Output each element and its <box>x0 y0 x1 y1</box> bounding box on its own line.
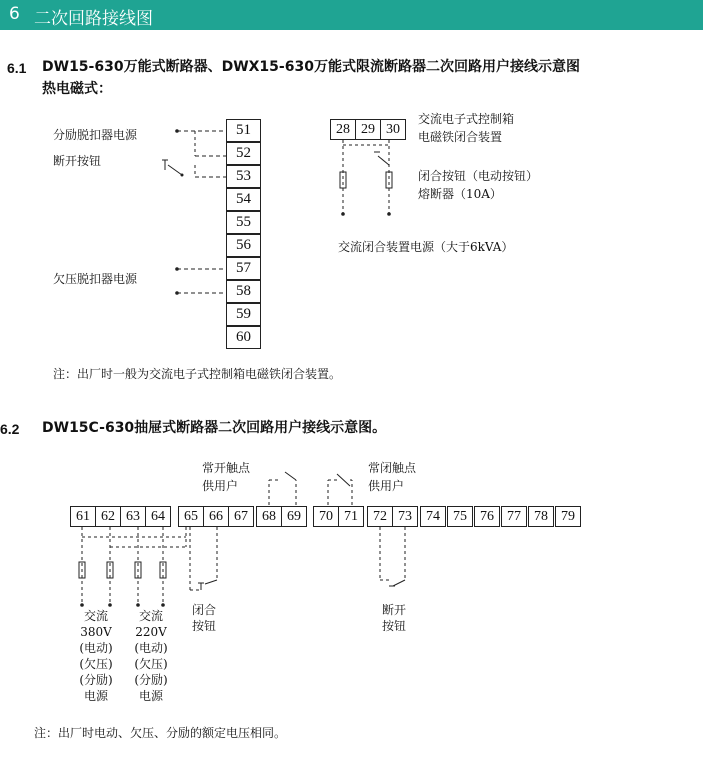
terminal-59: 59 <box>226 303 261 326</box>
power-380-line-1: 交流 <box>83 609 108 623</box>
terminal-54: 54 <box>226 188 261 211</box>
terminal-60: 60 <box>226 326 261 349</box>
terminal-57: 57 <box>226 257 261 280</box>
power-220-line-3: (电动) <box>134 641 168 655</box>
terminal-64: 64 <box>145 506 171 527</box>
terminal-72: 72 <box>367 506 393 527</box>
terminal-68: 68 <box>256 506 282 527</box>
terminal-55: 55 <box>226 211 261 234</box>
note-2: 注：出厂时电动、欠压、分励的额定电压相同。 <box>34 726 287 740</box>
power-380-label <box>76 608 116 704</box>
terminal-61: 61 <box>70 506 96 527</box>
terminal-53: 53 <box>226 165 261 188</box>
no-contact-switch <box>285 472 296 480</box>
close-button-label-2: 按钮 <box>191 619 216 633</box>
close-switch-2 <box>205 580 217 584</box>
power-220-line-2: 220V <box>135 625 167 639</box>
terminal-71: 71 <box>338 506 364 527</box>
header-number: 6 <box>9 4 20 24</box>
label-open-button: 断开按钮 <box>53 154 102 168</box>
terminal-67: 67 <box>228 506 254 527</box>
open-button-label <box>376 602 412 634</box>
power-380-line-6: 电源 <box>83 689 108 703</box>
label-undervoltage-power: 欠压脱扣器电源 <box>53 272 138 286</box>
power-380-line-3: (电动) <box>79 641 113 655</box>
power-380-line-5: (分励) <box>79 673 113 687</box>
power-220-line-1: 交流 <box>138 609 163 623</box>
label-ac-box-2: 电磁铁闭合装置 <box>418 130 503 144</box>
section2-number: 6.2 <box>0 421 20 437</box>
label-close-button: 闭合按钮（电动按钮） <box>418 169 539 183</box>
open-button-label-2: 按钮 <box>381 619 406 633</box>
label-nc-contact-user: 供用户 <box>368 479 405 493</box>
section1-title: DW15-630万能式断路器、DWX15-630万能式限流断路器二次回路用户接线示意图 <box>42 59 580 75</box>
power-220-line-6: 电源 <box>138 689 163 703</box>
label-fuse: 熔断器（10A） <box>418 187 502 201</box>
label-no-contact-user: 供用户 <box>202 479 239 493</box>
power-220-line-4: (欠压) <box>134 657 168 671</box>
terminal-75: 75 <box>447 506 473 527</box>
label-ac-box-1: 交流电子式控制箱 <box>418 112 515 126</box>
section1-number: 6.1 <box>7 60 27 76</box>
terminal-30: 30 <box>380 119 406 140</box>
note-1: 注：出厂时一般为交流电子式控制箱电磁铁闭合装置。 <box>53 367 342 381</box>
section1-subtitle: 热电磁式： <box>42 81 112 97</box>
terminal-66: 66 <box>203 506 229 527</box>
terminal-28: 28 <box>330 119 356 140</box>
terminal-70: 70 <box>313 506 339 527</box>
nc-contact-switch <box>337 474 350 486</box>
terminal-73: 73 <box>392 506 418 527</box>
label-no-contact: 常开触点 <box>202 461 251 475</box>
power-380-line-2: 380V <box>80 625 112 639</box>
open-button-label-1: 断开 <box>381 603 406 617</box>
terminal-29: 29 <box>355 119 381 140</box>
terminal-52: 52 <box>226 142 261 165</box>
power-380-line-4: (欠压) <box>79 657 113 671</box>
terminal-74: 74 <box>420 506 446 527</box>
section2-title: DW15C-630抽屉式断路器二次回路用户接线示意图。 <box>42 420 387 436</box>
terminal-77: 77 <box>501 506 527 527</box>
terminal-63: 63 <box>120 506 146 527</box>
label-shunt-power: 分励脱扣器电源 <box>53 128 138 142</box>
terminal-79: 79 <box>555 506 581 527</box>
power-220-line-5: (分励) <box>134 673 168 687</box>
terminal-69: 69 <box>281 506 307 527</box>
label-closing-power: 交流闭合装置电源（大于6kVA） <box>338 240 514 254</box>
terminal-58: 58 <box>226 280 261 303</box>
open-switch-2 <box>393 580 405 586</box>
close-button-label <box>186 602 222 634</box>
label-nc-contact: 常闭触点 <box>368 461 417 475</box>
terminal-65: 65 <box>178 506 204 527</box>
terminal-78: 78 <box>528 506 554 527</box>
terminal-56: 56 <box>226 234 261 257</box>
terminal-62: 62 <box>95 506 121 527</box>
terminal-76: 76 <box>474 506 500 527</box>
power-220-label <box>131 608 171 704</box>
terminal-51: 51 <box>226 119 261 142</box>
header-title: 二次回路接线图 <box>34 9 153 29</box>
close-button-label-1: 闭合 <box>191 603 216 617</box>
